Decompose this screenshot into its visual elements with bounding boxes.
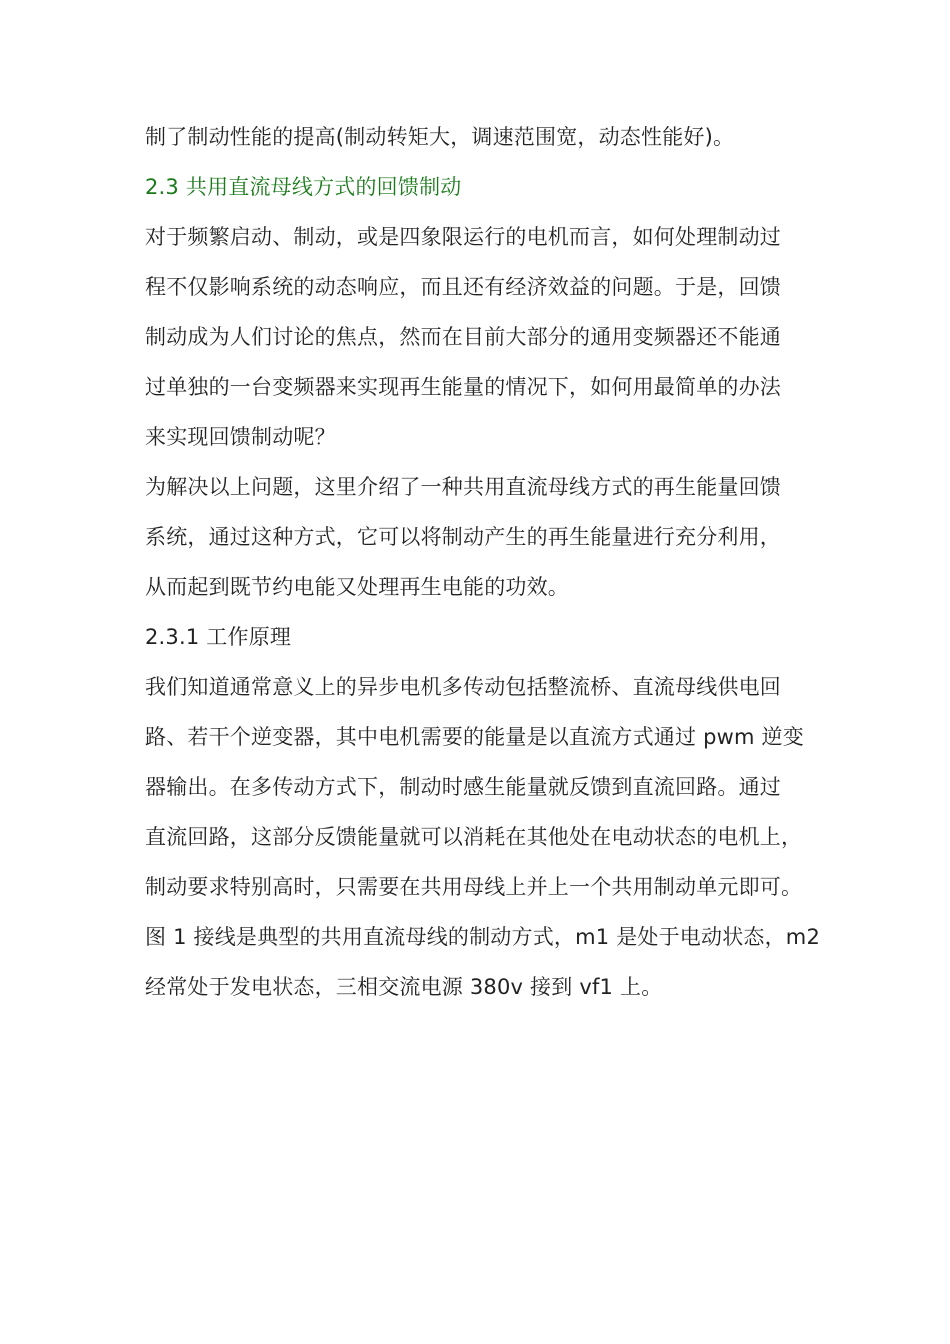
paragraph-line: 经常处于发电状态，三相交流电源 380v 接到 vf1 上。 — [145, 975, 663, 999]
paragraph-line: 对于频繁启动、制动，或是四象限运行的电机而言，如何处理制动过 — [145, 225, 781, 249]
paragraph-line: 器输出。在多传动方式下，制动时感生能量就反馈到直流回路。通过 — [145, 775, 781, 799]
paragraph-line: 制动要求特别高时，只需要在共用母线上并上一个共用制动单元即可。 — [145, 875, 803, 899]
section-heading-2-3-1: 2.3.1 工作原理 — [145, 625, 292, 649]
paragraph-line: 我们知道通常意义上的异步电机多传动包括整流桥、直流母线供电回 — [145, 675, 781, 699]
paragraph-line: 从而起到既节约电能又处理再生电能的功效。 — [145, 575, 569, 599]
paragraph-line: 为解决以上问题，这里介绍了一种共用直流母线方式的再生能量回馈 — [145, 475, 781, 499]
paragraph-line: 过单独的一台变频器来实现再生能量的情况下，如何用最简单的办法 — [145, 375, 781, 399]
paragraph-line: 路、若干个逆变器，其中电机需要的能量是以直流方式通过 pwm 逆变 — [145, 725, 804, 749]
paragraph-line: 来实现回馈制动呢？ — [145, 425, 336, 449]
paragraph-line: 图 1 接线是典型的共用直流母线的制动方式，m1 是处于电动状态，m2 — [145, 925, 821, 949]
document-body — [145, 118, 835, 1018]
paragraph-line: 直流回路，这部分反馈能量就可以消耗在其他处在电动状态的电机上， — [145, 825, 803, 849]
paragraph-line: 系统，通过这种方式，它可以将制动产生的再生能量进行充分利用， — [145, 525, 781, 549]
paragraph-line: 程不仅影响系统的动态响应，而且还有经济效益的问题。于是，回馈 — [145, 275, 781, 299]
paragraph-line: 制动成为人们讨论的焦点，然而在目前大部分的通用变频器还不能通 — [145, 325, 781, 349]
section-heading-2-3: 2.3 共用直流母线方式的回馈制动 — [145, 175, 462, 199]
paragraph-line: 制了制动性能的提高(制动转矩大，调速范围宽，动态性能好)。 — [145, 125, 735, 149]
